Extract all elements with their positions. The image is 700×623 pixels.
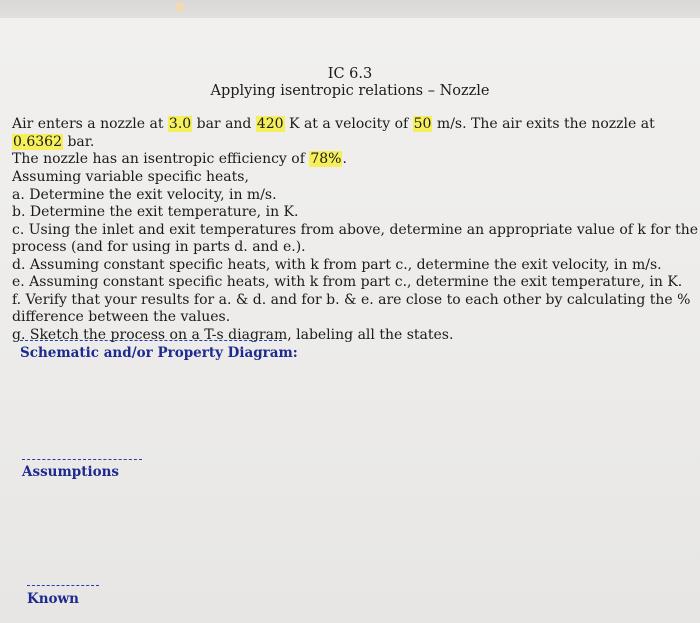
schematic-heading: Schematic and/or Property Diagram: xyxy=(20,345,298,361)
question-line: f. Verify that your results for a. & d. and for b. & e. are close to each other by calculating the % xyxy=(12,291,691,308)
statement-line-1: Air enters a nozzle at 3.0 bar and 420 K at a velocity of 50 m/s. The air exits the nozzle at 0.6362 bar. xyxy=(12,116,655,150)
question-line: b. Determine the exit temperature, in K. xyxy=(12,204,299,220)
question-line: difference between the values. xyxy=(12,309,231,325)
inlet-velocity-highlight: 50 xyxy=(413,116,432,132)
assumptions-divider xyxy=(22,459,142,460)
question-line: d. Assuming constant specific heats, with k from part c., determine the exit velocity, in m/s. xyxy=(12,256,662,273)
problem-subtitle: Applying isentropic relations – Nozzle xyxy=(210,83,490,99)
assumptions-heading: Assumptions xyxy=(22,464,119,480)
status-dot-icon xyxy=(175,2,185,12)
question-list xyxy=(12,169,698,344)
question-line: e. Assuming constant specific heats, with k from part c., determine the exit temperature, in K. xyxy=(12,274,683,290)
question-line: g. Sketch the process on a T-s diagram, labeling all the states. xyxy=(12,326,454,343)
problem-code: IC 6.3 xyxy=(327,66,373,82)
question-line: process (and for using in parts d. and e.). xyxy=(12,239,306,255)
question-line: Assuming variable specific heats, xyxy=(12,169,249,185)
question-line: a. Determine the exit velocity, in m/s. xyxy=(12,186,277,203)
question-line: c. Using the inlet and exit temperatures from above, determine an appropriate value of k for the xyxy=(12,221,698,238)
efficiency-highlight: 78% xyxy=(310,151,342,167)
known-divider xyxy=(27,585,99,586)
inlet-pressure-highlight: 3.0 xyxy=(168,116,192,132)
statement-line-2: The nozzle has an isentropic efficiency of 78%. xyxy=(12,151,347,167)
problem-statement xyxy=(12,116,692,169)
known-heading: Known xyxy=(27,591,79,607)
document-page xyxy=(0,18,700,623)
inlet-temperature-highlight: 420 xyxy=(256,116,284,132)
schematic-divider xyxy=(20,340,282,341)
exit-pressure-highlight: 0.6362 xyxy=(13,133,62,150)
